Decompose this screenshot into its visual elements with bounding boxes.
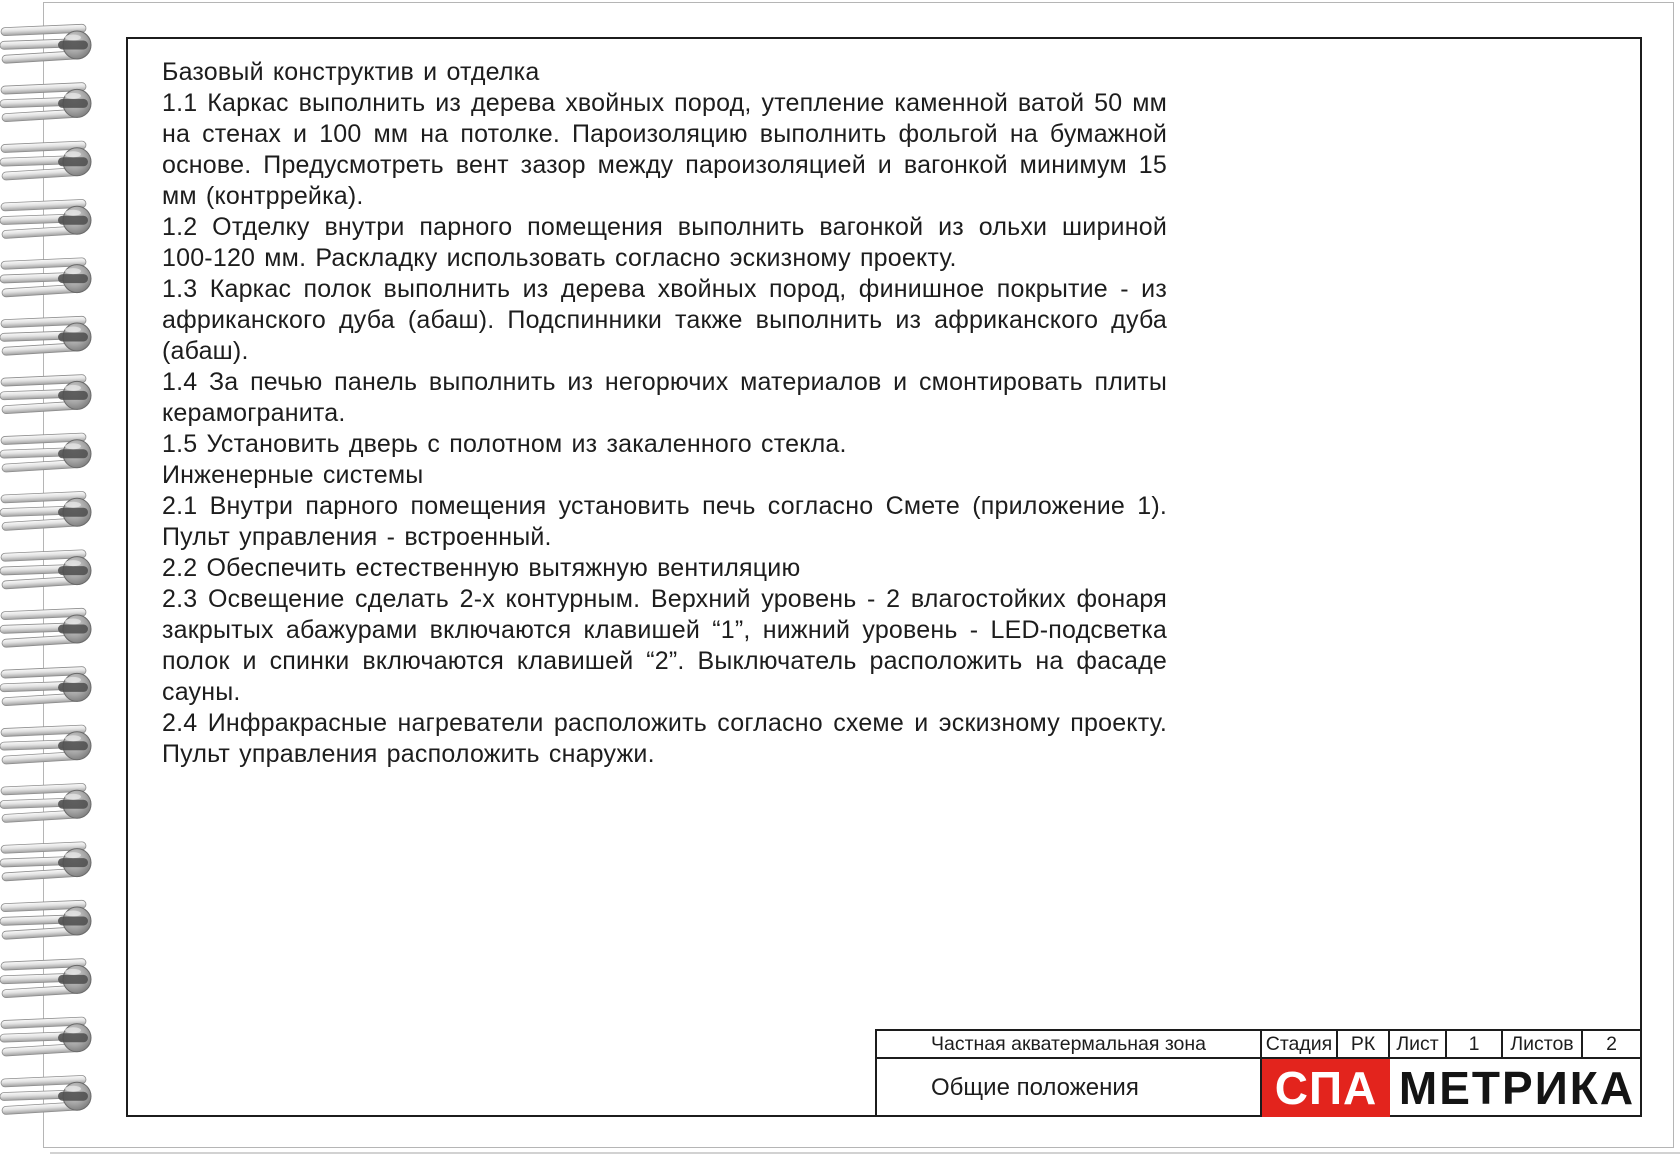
sheet-number-cell: 1	[1447, 1031, 1503, 1057]
binding-ring	[0, 1017, 91, 1056]
logo-metrika-text: МЕТРИКА	[1398, 1062, 1636, 1114]
binding-ring	[0, 550, 91, 589]
binding-ring	[0, 316, 91, 355]
document-title-cell: Общие положения	[877, 1059, 1262, 1117]
page-stack-edge	[50, 1152, 1680, 1154]
paragraph: 2.2 Обеспечить естественную вытяжную вентиляцию	[162, 554, 801, 582]
sheets-total-label-cell: Листов	[1503, 1031, 1583, 1057]
binding-ring	[0, 608, 91, 647]
binding-ring	[0, 258, 91, 297]
project-name-cell: Частная акватермальная зона	[877, 1031, 1262, 1057]
title-block-header-row	[877, 1031, 1640, 1059]
binding-ring	[0, 83, 91, 122]
title-block-bottom-row	[877, 1059, 1640, 1117]
stage-label-cell: Стадия	[1262, 1031, 1338, 1057]
sheets-total-value-cell: 2	[1606, 1032, 1617, 1055]
logo-spa-redbox: СПА	[1262, 1059, 1390, 1117]
paragraph: Инженерные системы	[162, 461, 424, 489]
paragraph: Базовый конструктив и отделка	[162, 58, 540, 86]
binding-ring	[0, 491, 91, 530]
binding-ring	[0, 141, 91, 180]
spiral-binding	[0, 0, 100, 1157]
specification-text	[162, 57, 1167, 770]
paragraph: 2.1 Внутри парного помещения установить печь согласно Смете (приложение 1). Пульт управления - встроенный.	[162, 492, 1167, 551]
binding-ring	[0, 433, 91, 472]
binding-ring	[0, 959, 91, 998]
paragraph: 2.4 Инфракрасные нагреватели расположить согласно схеме и эскизному проекту. Пульт управления расположить снаружи.	[162, 709, 1167, 768]
paragraph: 2.3 Освещение сделать 2-х контурным. Верхний уровень - 2 влагостойких фонаря закрытых абажурами включаются клавишей “1”, нижний уровень - LED-подсветка полок и спинки включаются клавишей “2”. Выключатель расположить на фасаде сауны.	[162, 585, 1167, 706]
binding-ring	[0, 667, 91, 706]
stage-value-cell: РК	[1338, 1031, 1390, 1057]
paragraph: 1.5 Установить дверь с полотном из закаленного стекла.	[162, 430, 847, 458]
binding-ring	[0, 24, 91, 63]
binding-ring	[0, 783, 91, 822]
sheet-label-cell: Лист	[1390, 1031, 1447, 1057]
paragraph: 1.3 Каркас полок выполнить из дерева хвойных пород, финишное покрытие - из африканского дуба (абаш). Подспинники также выполнить из африканского дуба (абаш).	[162, 275, 1167, 365]
company-logo	[1262, 1059, 1640, 1117]
binding-ring	[0, 1075, 91, 1114]
paragraph: 1.2 Отделку внутри парного помещения выполнить вагонкой из ольхи шириной 100-120 мм. Раскладку использовать согласно эскизному проекту.	[162, 213, 1167, 272]
binding-ring	[0, 375, 91, 414]
binding-ring	[0, 725, 91, 764]
title-block	[875, 1029, 1642, 1117]
binding-ring	[0, 199, 91, 238]
paragraph: 1.4 За печью панель выполнить из негорючих материалов и смонтировать плиты керамогранита.	[162, 368, 1167, 427]
binding-ring	[0, 900, 91, 939]
paragraph: 1.1 Каркас выполнить из дерева хвойных пород, утепление каменной ватой 50 мм на стенах и 100 мм на потолке. Пароизоляцию выполнить фольгой на бумажной основе. Предусмотреть вент зазор между пароизоляцией и вагонкой минимум 15 мм (контррейка).	[162, 89, 1167, 210]
binding-ring	[0, 842, 91, 881]
